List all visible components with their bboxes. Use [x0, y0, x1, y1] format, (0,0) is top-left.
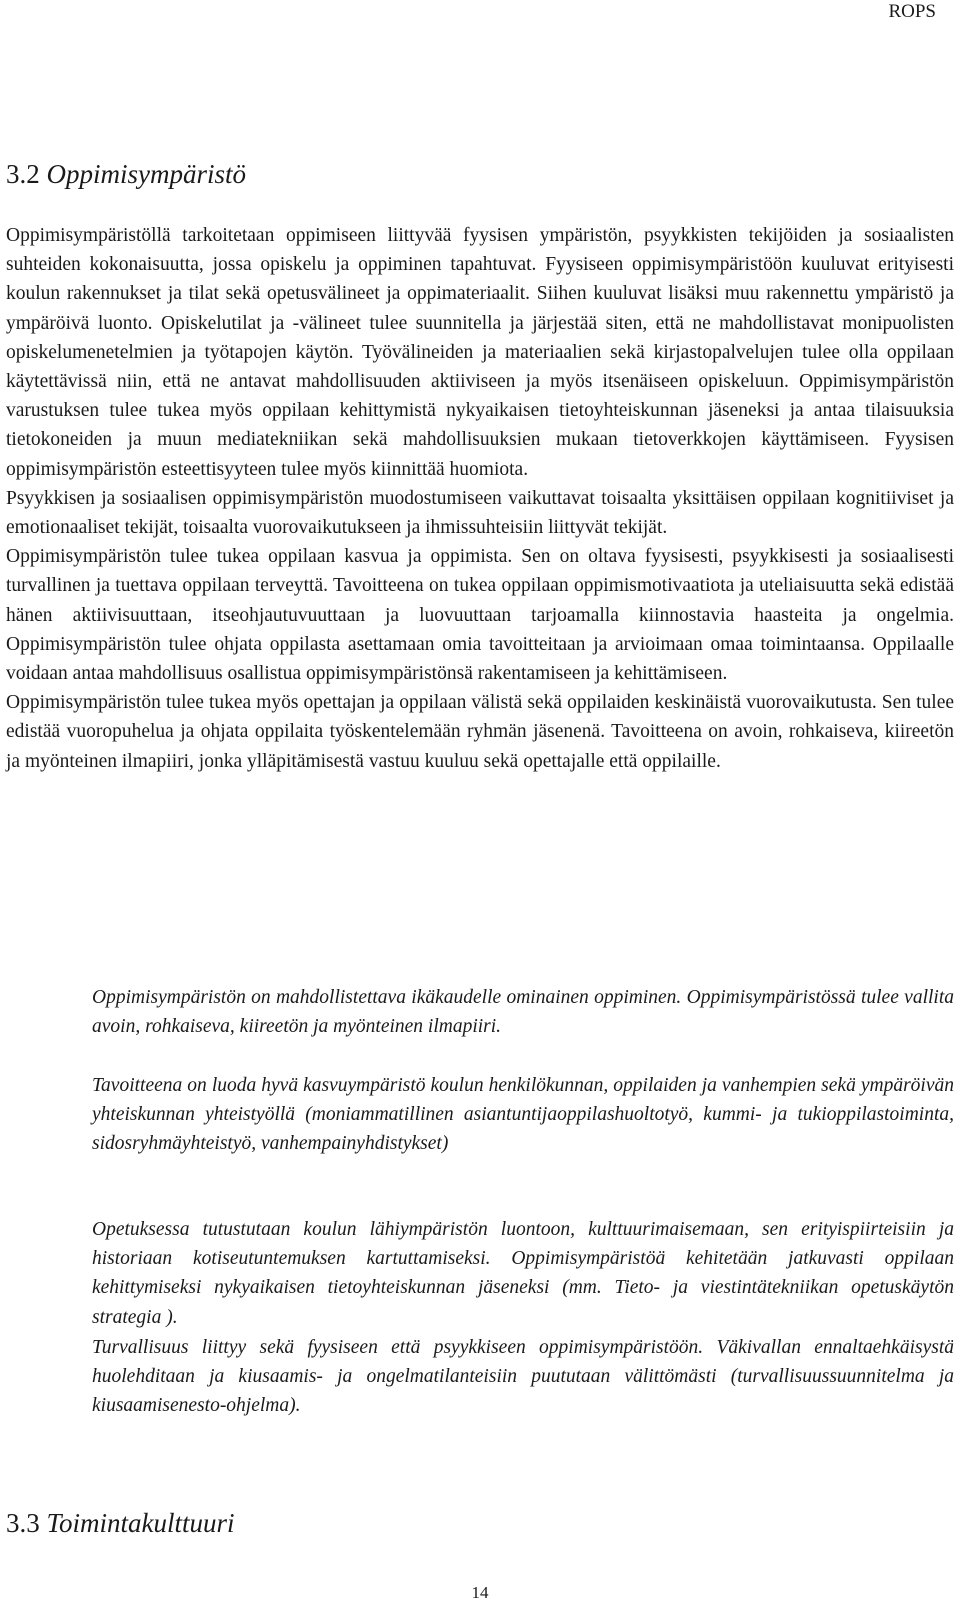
section-heading-3-3 [6, 1507, 235, 1539]
section-number: 3.2 [6, 159, 40, 189]
section-title: Oppimisympäristö [46, 159, 247, 189]
quote-block-2: Tavoitteena on luoda hyvä kasvuympäristö koulun henkilökunnan, oppilaiden ja vanhempien sekä ympäröivän yhteiskunnan yhteistyöllä (moniammatillinen asiantuntijaoppilashuoltotyö, kummi- ja tukioppilastoiminta, sidosryhmäyhteistyö, vanhempainyhdistykset) [92, 1075, 954, 1155]
paragraph-learning-environment: Oppimisympäristöllä tarkoitetaan oppimiseen liittyvää fyysisen ympäristön, psyykkisten tekijöiden ja sosiaalisten suhteiden kokonaisuutta, jossa opiskelu ja oppiminen tapahtuvat. Fyysiseen oppimisympäristöön kuuluvat erityisesti koulun rakennukset ja tilat sekä opetusvälineet ja oppimateriaalit. Siihen kuuluvat lisäksi muu rakennettu ympäristö ja ympäröivä luonto. Opiskelutilat ja -välineet tulee suunnitella ja järjestää siten, että ne mahdollistavat monipuolisten opiskelumenetelmien ja työtapojen käytön. Työvälineiden ja materiaalien sekä kirjastopalvelujen tulee olla oppilaan käytettävissä niin, että ne antavat mahdollisuuden aktiiviseen ja myös itsenäiseen opiskeluun. Oppimisympäristön varustuksen tulee tukea myös oppilaan kehittymistä nykyaikaisen tietoyhteiskunnan jäseneksi ja antaa tilaisuuksia tietokoneiden ja muun mediatekniikan sekä mahdollisuuksien mukaan tietoverkkojen käyttämiseen. Fyysisen oppimisympäristön esteettisyyteen tulee myös kiinnittää huomiota. [6, 225, 954, 480]
paragraph-psychosocial: Psyykkisen ja sosiaalisen oppimisympäristön muodostumiseen vaikuttavat toisaalta yksittäisen oppilaan kognitiiviset ja emotionaaliset tekijät, toisaalta vuorovaikutukseen ja ihmissuhteisiin liittyvät tekijät. [6, 487, 954, 539]
section-heading-3-2 [6, 158, 246, 190]
page-number: 14 [471, 1583, 489, 1602]
section-title: Toimintakulttuuri [46, 1508, 235, 1538]
paragraph-interaction: Oppimisympäristön tulee tukea myös opettajan ja oppilaan välistä sekä oppilaiden keskinäistä vuorovaikutusta. Sen tulee edistää vuoropuhelua ja ohjata oppilaita työskentelemään ryhmän jäsenenä. Tavoitteena on avoin, rohkaiseva, kiireetön ja myönteinen ilmapiiri, jonka ylläpitämisestä vastuu kuuluu sekä opettajalle että oppilaille. [6, 692, 954, 772]
section-number: 3.3 [6, 1508, 40, 1538]
running-header: ROPS [888, 1, 936, 22]
main-body [6, 221, 954, 776]
quote-block-3: Opetuksessa tutustutaan koulun lähiympäristön luontoon, kulttuurimaisemaan, sen erityispiirteisiin ja historiaan kotiseutuntemuksen kartuttamiseksi. Oppimisympäristöä kehitetään jatkuvasti oppilaan kehittymiseksi nykyaikaisen tietoyhteiskunnan jäseneksi (mm. Tieto- ja viestintätekniikan opetuskäytön strategia ). [92, 1219, 954, 1328]
quote-block-1: Oppimisympäristön on mahdollistettava ikäkaudelle ominainen oppiminen. Oppimisympäristössä tulee vallita avoin, rohkaiseva, kiireetön ja myönteinen ilmapiiri. [92, 987, 954, 1038]
quote-block-4: Turvallisuus liittyy sekä fyysiseen että psyykkiseen oppimisympäristöön. Väkivallan ennaltaehkäisystä huolehditaan ja kiusaamis- ja ongelmatilanteisiin puututaan välittömästi (turvallisuussuunnitelma ja kiusaamisenesto-ohjelma). [92, 1337, 954, 1417]
paragraph-support-growth: Oppimisympäristön tulee tukea oppilaan kasvua ja oppimista. Sen on oltava fyysisesti, psyykkisesti ja sosiaalisesti turvallinen ja tuettava oppilaan terveyttä. Tavoitteena on tukea oppilaan oppimismotivaatiota ja uteliaisuutta sekä edistää hänen aktiivisuuttaan, itseohjautuvuuttaan ja luovuuttaan tarjoamalla kiinnostavia haasteita ja ongelmia. Oppimisympäristön tulee ohjata oppilasta asettamaan omia tavoitteitaan ja arvioimaan omaa toimintaansa. Oppilaalle voidaan antaa mahdollisuus osallistua oppimisympäristönsä rakentamiseen ja kehittämiseen. [6, 546, 954, 685]
